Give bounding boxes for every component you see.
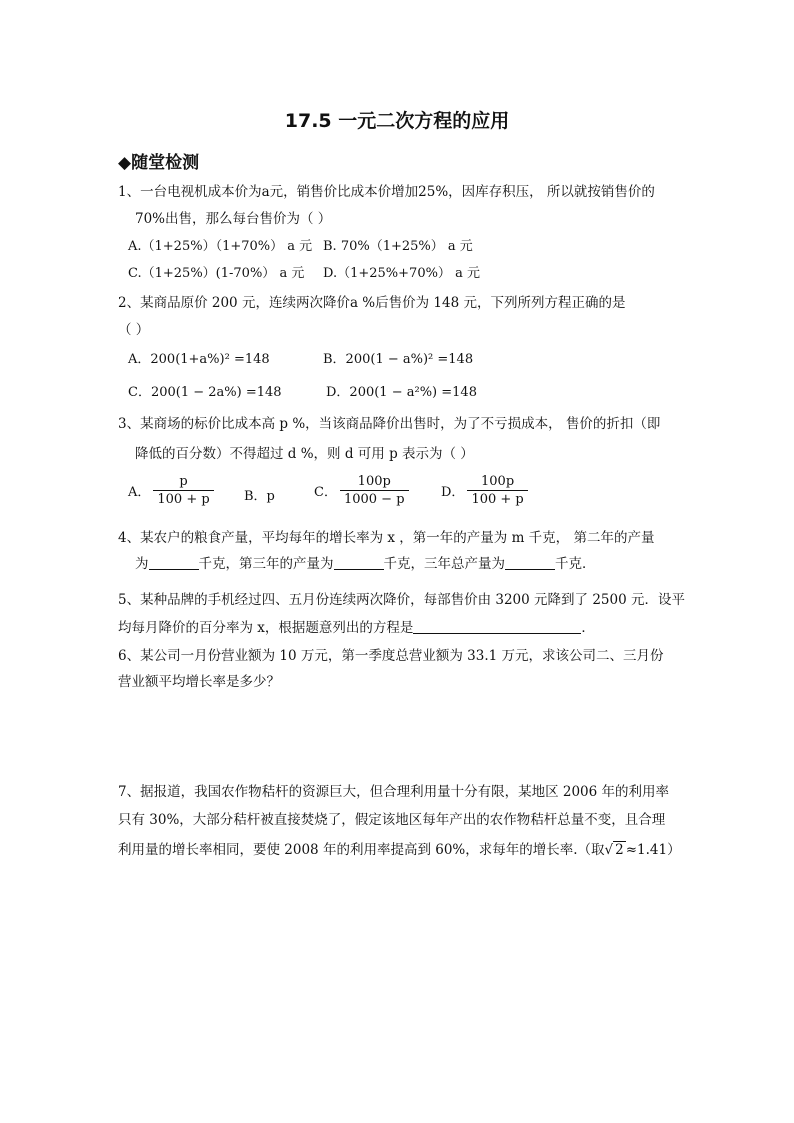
q1-line2: 70%出售，那么每台售价为（ ） <box>135 211 332 227</box>
q5-text-1: 均每月降价的百分率为 x，根据题意列出的方程是 <box>118 620 414 636</box>
answer-blank-2[interactable] <box>334 555 384 570</box>
answer-blank-equation[interactable] <box>413 619 581 634</box>
q3-option-a-fraction <box>153 474 213 507</box>
q2-line2: （ ） <box>118 322 150 338</box>
q6-line1: 6、某公司一月份营业额为 10 万元，第一季度总营业额为 33.1 万元，求该公司二、三月份 <box>118 648 664 664</box>
q2-line1 <box>118 291 625 311</box>
q4-text-1: 为 <box>135 556 149 572</box>
q3-option-c-fraction <box>340 474 409 507</box>
q1-option-b-unit: a 元 <box>447 239 473 254</box>
q4-line2 <box>135 552 596 572</box>
square-root-radicand: 2 <box>615 842 624 858</box>
q5-text-2: ． <box>581 620 595 636</box>
q3-option-a-label: A． <box>128 485 151 500</box>
q3-line1: 3、某商场的标价比成本高 p %，当该商品降价出售时，为了不亏损成本， 售价的折扣（即 <box>118 416 661 432</box>
q3-option-a <box>128 474 217 507</box>
q7-text-2: ≈1.41） <box>625 842 681 858</box>
q2-option-d: D．200(1 − a²%) =148 <box>326 385 477 400</box>
q6-line2: 营业额平均增长率是多少？ <box>118 674 280 690</box>
q4-text-3: 千克，三年总产量为 <box>383 556 505 572</box>
q3-option-d <box>441 474 531 507</box>
q1-option-a-unit: a 元 <box>287 239 313 254</box>
fraction-numerator: p <box>179 474 188 489</box>
q3-line2: 降低的百分数）不得超过 d %，则 d 可用 p 表示为（ ） <box>135 446 474 462</box>
fraction-denominator: 100 + p <box>467 490 527 507</box>
q1-option-c-unit: a 元 <box>279 266 305 281</box>
q3-option-c-label: C． <box>314 485 337 500</box>
q1-option-d-unit: a 元 <box>455 266 480 281</box>
q5-line1: 5、某种品牌的手机经过四、五月份连续两次降价，每部售价由 3200 元降到了 2500 元．设平 <box>118 592 685 608</box>
q7-line3 <box>118 838 681 858</box>
q4-text-2: 千克，第三年的产量为 <box>198 556 334 572</box>
q2-line1-start: 2、某商品原价 200 元，连续两次降价 <box>118 295 350 311</box>
q4-line1: 4、某农户的粮食产量，平均每年的增长率为 x ，第一年的产量为 m 千克， 第二年的产量 <box>118 530 655 546</box>
q1-option-a-text: A.（1+25%）（1+70%） <box>128 239 284 254</box>
q1-line1: 1、一台电视机成本价为a元，销售价比成本价增加25%，因库存积压， 所以就按销售价的 <box>118 184 655 200</box>
q4-text-4: 千克． <box>555 556 596 572</box>
answer-blank-3[interactable] <box>505 555 555 570</box>
q1-option-c-text: C.（1+25%）(1-70%） <box>128 266 276 281</box>
q3-option-d-label: D． <box>441 485 465 500</box>
q2-line1-end: a %后售价为 148 元，下列所列方程正确的是 <box>349 295 626 311</box>
q7-line1: 7、据报道，我国农作物秸杆的资源巨大，但合理利用量十分有限，某地区 2006 年的利用率 <box>118 784 670 800</box>
q1-option-d <box>323 262 480 281</box>
q7-text-1: 利用量的增长率相同，要使 2008 年的利用率提高到 60%，求每年的增长率.（取 <box>118 842 605 858</box>
q1-option-c <box>128 262 304 281</box>
q2-option-b: B．200(1 − a%)² =148 <box>323 352 474 367</box>
square-root: √ 2 <box>604 842 624 858</box>
q3-option-c <box>314 474 412 507</box>
fraction-denominator: 100 + p <box>153 490 213 507</box>
q2-option-a: A．200(1+a%)² =148 <box>128 352 270 367</box>
fraction-numerator: 100p <box>357 474 391 489</box>
q5-line2 <box>118 616 595 636</box>
fraction-denominator: 1000 − p <box>340 490 409 507</box>
page-title: 17.5 一元二次方程的应用 <box>284 110 510 132</box>
q1-option-d-text: D.（1+25%+70%） <box>323 266 451 281</box>
answer-blank-1[interactable] <box>149 555 199 570</box>
q2-option-c: C．200(1 − 2a%) =148 <box>128 385 282 400</box>
fraction-numerator: 100p <box>481 474 515 489</box>
q3-option-b: B．p <box>244 489 275 504</box>
q1-option-b-text: B. 70%（1+25%） <box>323 239 444 254</box>
q1-option-a <box>128 235 312 254</box>
q1-option-b <box>323 235 473 254</box>
q3-option-d-fraction <box>467 474 527 507</box>
section-heading: ◆随堂检测 <box>118 153 200 173</box>
q7-line2: 只有 30%，大部分秸杆被直接焚烧了，假定该地区每年产出的农作物秸杆总量不变，且合理 <box>118 812 666 828</box>
